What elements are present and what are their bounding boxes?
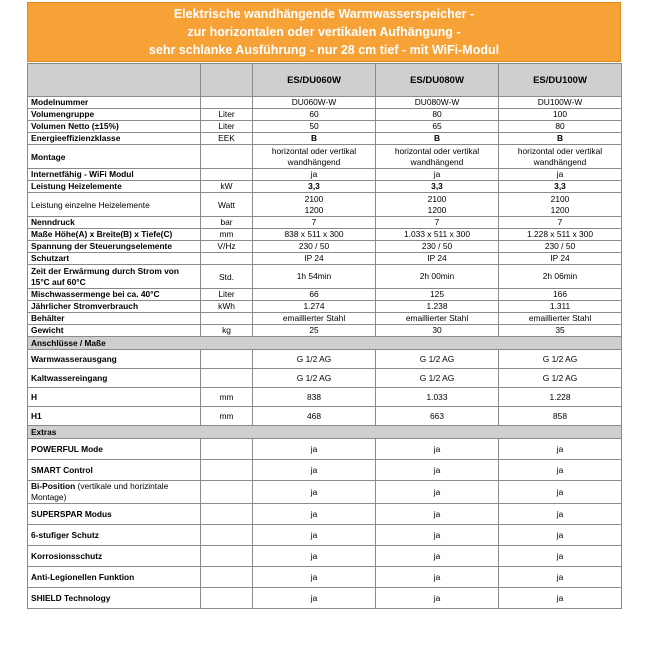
row-value: G 1/2 AG [499,350,622,369]
title-banner [27,2,621,62]
row-value: IP 24 [253,253,376,265]
row-label: Internetfähig - WiFi Modul [28,169,201,181]
value-line: horizontal oder vertikal [271,145,357,156]
row-label: Kaltwassereingang [28,369,201,388]
row-value: G 1/2 AG [253,350,376,369]
row-value: ja [253,439,376,460]
table-row [28,525,622,546]
row-label: SUPERSPAR Modus [28,504,201,525]
header-empty-cell [28,64,201,97]
row-value [376,145,499,169]
table-row [28,439,622,460]
row-value: ja [499,525,622,546]
row-value: DU060W-W [253,97,376,109]
row-value: 663 [376,407,499,426]
value-line: 2100 [550,193,570,204]
row-value: ja [499,169,622,181]
label-bold: Bi-Position [31,481,76,491]
row-value: 1.238 [376,301,499,313]
value-line: wandhängend [410,156,464,167]
row-value [499,193,622,217]
row-value: 125 [376,289,499,301]
row-value: G 1/2 AG [499,369,622,388]
value-line: 1200 [427,204,447,215]
row-label: 6-stufiger Schutz [28,525,201,546]
model-name: ES/DU060W [253,64,376,97]
row-unit: mm [201,388,253,407]
row-value: DU080W-W [376,97,499,109]
label-note: Montage) [31,492,67,502]
label-line [31,481,197,492]
row-value: 2h 06min [499,265,622,289]
row-value: ja [499,481,622,504]
row-label: Volumen Netto (±15%) [28,121,201,133]
row-value: 838 x 511 x 300 [253,229,376,241]
spec-table [27,63,622,609]
row-value: 25 [253,325,376,337]
row-unit: kW [201,181,253,193]
row-value [376,193,499,217]
row-unit: mm [201,229,253,241]
row-value: G 1/2 AG [376,369,499,388]
row-label: Schutzart [28,253,201,265]
row-unit: Liter [201,109,253,121]
banner-line-2: zur horizontalen oder vertikalen Aufhängung - [187,25,461,39]
row-label: Jährlicher Stromverbrauch [28,301,201,313]
row-unit [201,504,253,525]
row-value: ja [376,481,499,504]
row-unit: kWh [201,301,253,313]
row-value: 166 [499,289,622,301]
row-value: 230 / 50 [376,241,499,253]
row-value: 7 [376,217,499,229]
row-value: 838 [253,388,376,407]
section-header-extras [28,426,622,439]
row-value: ja [376,588,499,609]
row-value: ja [499,546,622,567]
table-row [28,253,622,265]
row-label: Nenndruck [28,217,201,229]
row-value: G 1/2 AG [253,369,376,388]
row-value [253,193,376,217]
row-value: 65 [376,121,499,133]
row-value: ja [376,460,499,481]
value-line: 1200 [550,204,570,215]
label-line: Zeit der Erwärmung durch Strom von [31,265,179,276]
row-value: 468 [253,407,376,426]
row-unit [201,567,253,588]
row-value: DU100W-W [499,97,622,109]
row-value: G 1/2 AG [376,350,499,369]
row-unit: EEK [201,133,253,145]
row-value: IP 24 [499,253,622,265]
row-unit: bar [201,217,253,229]
table-row [28,350,622,369]
row-value: 60 [253,109,376,121]
row-unit [201,439,253,460]
row-value: emaillierter Stahl [376,313,499,325]
row-value: 100 [499,109,622,121]
row-label: POWERFUL Mode [28,439,201,460]
row-value: 858 [499,407,622,426]
value-line: 1200 [304,204,324,215]
row-label: Mischwassermenge bei ca. 40°C [28,289,201,301]
row-value: 50 [253,121,376,133]
value-line: 2100 [427,193,447,204]
table-row [28,217,622,229]
row-value: ja [376,525,499,546]
model-header-row [28,64,622,97]
banner-line-1: Elektrische wandhängende Warmwasserspeicher - [173,7,475,21]
row-value: ja [499,504,622,525]
row-value: 1.033 x 511 x 300 [376,229,499,241]
row-value: 7 [253,217,376,229]
row-unit: mm [201,407,253,426]
row-value: ja [253,481,376,504]
row-value: 7 [499,217,622,229]
row-value: 1h 54min [253,265,376,289]
row-value: ja [499,460,622,481]
row-value: emaillierter Stahl [499,313,622,325]
row-label: Montage [28,145,201,169]
row-unit [201,481,253,504]
row-label: Energieeffizienzklasse [28,133,201,145]
row-value: ja [499,439,622,460]
table-row [28,229,622,241]
row-label [28,481,201,504]
row-unit [201,460,253,481]
row-unit [201,253,253,265]
row-value [499,145,622,169]
row-value: IP 24 [376,253,499,265]
row-label: Leistung einzelne Heizelemente [28,193,201,217]
row-value: 80 [499,121,622,133]
row-value: 35 [499,325,622,337]
row-label: Volumengruppe [28,109,201,121]
row-value: 1.228 x 511 x 300 [499,229,622,241]
value-line: wandhängend [533,156,587,167]
row-value: ja [376,169,499,181]
table-row [28,289,622,301]
row-value: B [253,133,376,145]
table-row [28,265,622,289]
row-unit [201,546,253,567]
row-value: ja [376,546,499,567]
banner-line-3: sehr schlanke Ausführung - nur 28 cm tief - mit WiFi-Modul [148,43,500,57]
row-label [28,265,201,289]
row-unit: kg [201,325,253,337]
table-row [28,313,622,325]
row-unit [201,313,253,325]
row-value: ja [376,439,499,460]
row-label: Korrosionsschutz [28,546,201,567]
row-label: H1 [28,407,201,426]
row-value [253,145,376,169]
row-value: 3,3 [499,181,622,193]
model-name: ES/DU080W [376,64,499,97]
label-note: (vertikale und horizintale [75,481,169,491]
row-value: 80 [376,109,499,121]
row-label: Maße Höhe(A) x Breite(B) x Tiefe(C) [28,229,201,241]
row-unit [201,145,253,169]
model-name: ES/DU100W [499,64,622,97]
table-row [28,546,622,567]
row-label: Spannung der Steuerungselemente [28,241,201,253]
row-unit [201,97,253,109]
table-row [28,460,622,481]
row-label: SMART Control [28,460,201,481]
table-row [28,193,622,217]
row-value: ja [253,504,376,525]
row-unit [201,525,253,546]
row-unit: Liter [201,289,253,301]
table-row [28,109,622,121]
row-label: Anti-Legionellen Funktion [28,567,201,588]
value-line: wandhängend [287,156,341,167]
row-value: 66 [253,289,376,301]
row-label: SHIELD Technology [28,588,201,609]
row-label: Behälter [28,313,201,325]
section-title: Extras [28,426,622,439]
row-unit: Liter [201,121,253,133]
row-value: 3,3 [253,181,376,193]
table-row [28,388,622,407]
table-row [28,181,622,193]
row-label: Modelnummer [28,97,201,109]
table-row [28,481,622,504]
table-row [28,369,622,388]
table-row [28,121,622,133]
section-header-connections [28,337,622,350]
row-value: ja [376,567,499,588]
row-label: Gewicht [28,325,201,337]
table-row [28,407,622,426]
table-row [28,133,622,145]
row-value: 1.274 [253,301,376,313]
table-row [28,301,622,313]
table-row [28,169,622,181]
value-line: 2100 [304,193,324,204]
row-value: 230 / 50 [253,241,376,253]
row-unit [201,350,253,369]
table-row [28,567,622,588]
label-line: 15°C auf 60°C [31,276,86,287]
row-label: Warmwasserausgang [28,350,201,369]
row-value: ja [253,546,376,567]
row-unit [201,169,253,181]
row-unit [201,588,253,609]
row-label: H [28,388,201,407]
row-value: ja [253,588,376,609]
table-row [28,241,622,253]
header-unit-cell [201,64,253,97]
table-row [28,504,622,525]
table-row [28,325,622,337]
value-line: horizontal oder vertikal [394,145,480,156]
row-value: B [376,133,499,145]
row-value: 230 / 50 [499,241,622,253]
row-value: B [499,133,622,145]
row-value: ja [253,567,376,588]
row-label: Leistung Heizelemente [28,181,201,193]
row-value: 1.033 [376,388,499,407]
value-line: horizontal oder vertikal [517,145,603,156]
row-value: 3,3 [376,181,499,193]
row-unit [201,369,253,388]
row-value: 2h 00min [376,265,499,289]
row-unit: Watt [201,193,253,217]
table-row [28,588,622,609]
row-unit: Std. [201,265,253,289]
row-value: ja [253,460,376,481]
row-value: 30 [376,325,499,337]
row-unit: V/Hz [201,241,253,253]
row-value: ja [499,567,622,588]
section-title: Anschlüsse / Maße [28,337,622,350]
row-value: ja [253,169,376,181]
row-value: ja [253,525,376,546]
row-value: emaillierter Stahl [253,313,376,325]
row-value: ja [376,504,499,525]
table-row [28,145,622,169]
table-row [28,97,622,109]
row-value: 1.228 [499,388,622,407]
row-value: ja [499,588,622,609]
row-value: 1.311 [499,301,622,313]
